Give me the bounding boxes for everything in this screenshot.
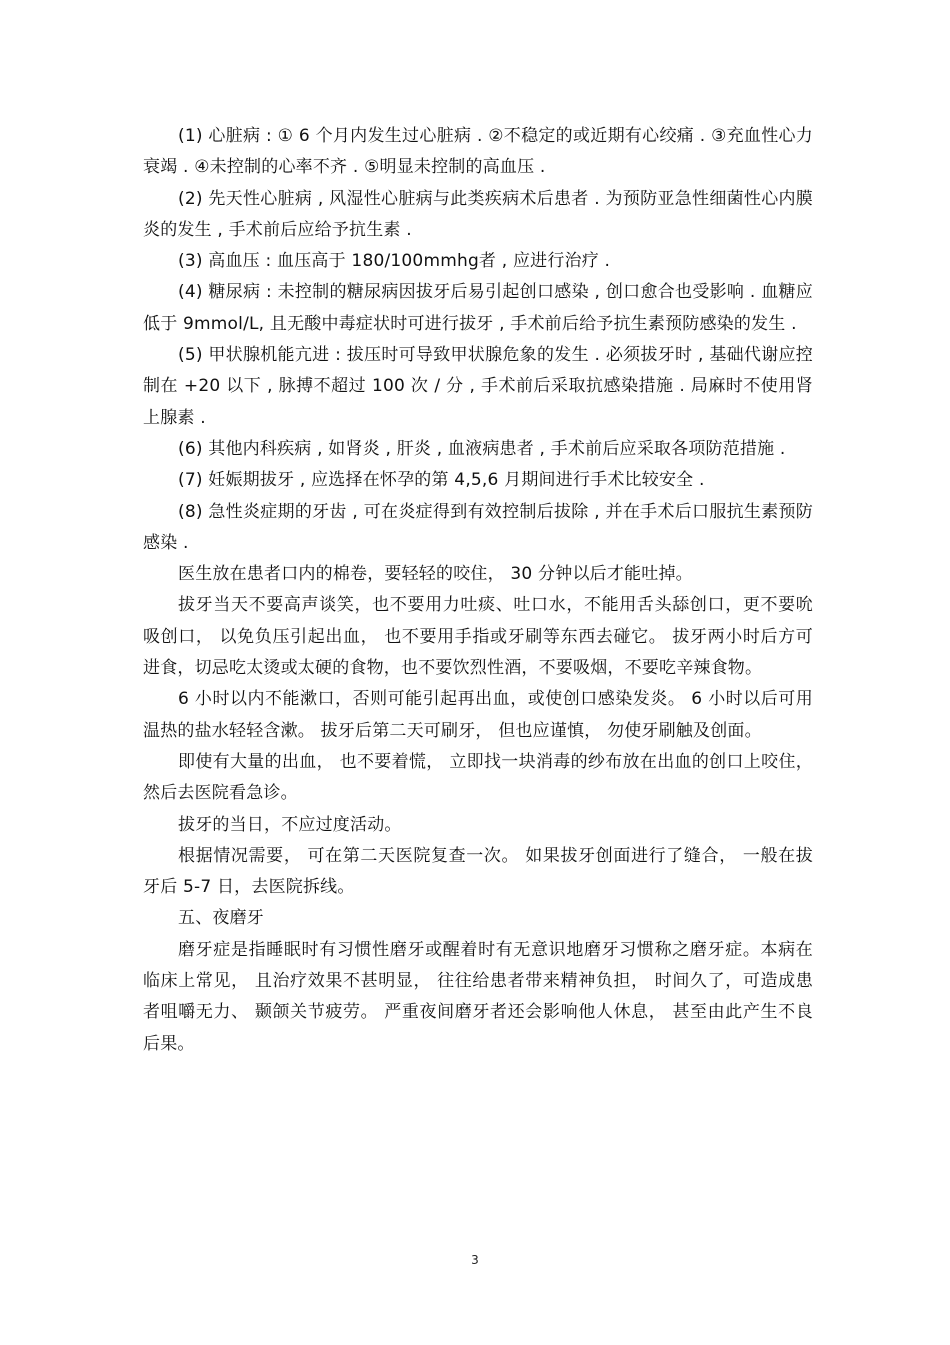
paragraph-other-diseases: (6) 其他内科疾病 , 如肾炎 , 肝炎 , 血液病患者 , 手术前后应采取各项防范措施 . <box>178 438 786 459</box>
page-number: 3 <box>471 1253 479 1267</box>
document-body <box>143 121 813 1060</box>
paragraph-hyperthyroidism: (5) 甲状腺机能亢进 : 拔压时可导致甲状腺危象的发生 . 必须拔牙时 , 基础代谢应控制在 +20 以下 , 脉搏不超过 100 次 / 分 , 手术前后采取抗感染措施 . 局麻时不使用肾上腺素 . <box>143 345 813 428</box>
paragraph-follow-up: 根据情况需要， 可在第二天医院复查一次。 如果拔牙创面进行了缝合， 一般在拔牙后 5-7 日，去医院拆线。 <box>143 845 813 898</box>
paragraph-bruxism: 磨牙症是指睡眠时有习惯性磨牙或醒着时有无意识地磨牙习惯称之磨牙症。本病在临床上常见， 且治疗效果不甚明显， 往往给患者带来精神负担， 时间久了，可造成患者咀嚼无力、 颞颌关节疲劳。 严重夜间磨牙者还会影响他人休息， 甚至由此产生不良后果。 <box>143 939 813 1054</box>
paragraph-hypertension: (3) 高血压 : 血压高于 180/100mmhg者 , 应进行治疗 . <box>178 251 611 272</box>
section-heading-bruxism: 五、夜磨牙 <box>178 908 264 929</box>
paragraph-bleeding: 即使有大量的出血， 也不要着慌， 立即找一块消毒的纱布放在出血的创口上咬住，然后去医院看急诊。 <box>143 751 813 804</box>
paragraph-cotton-roll: 医生放在患者口内的棉卷，要轻轻的咬住， 30 分钟以后才能吐掉。 <box>178 564 693 585</box>
paragraph-acute-inflammation: (8) 急性炎症期的牙齿 , 可在炎症得到有效控制后拔除 , 并在手术后口服抗生素预防感染 . <box>143 501 813 553</box>
paragraph-pregnancy: (7) 妊娠期拔牙 , 应选择在怀孕的第 4,5,6 月期间进行手术比较安全 . <box>178 470 705 491</box>
paragraph-rinsing: 6 小时以内不能漱口，否则可能引起再出血，或使创口感染发炎。 6 小时以后可用温热的盐水轻轻含漱。 拔牙后第二天可刷牙， 但也应谨慎， 勿使牙刷触及创面。 <box>143 689 813 741</box>
paragraph-extraction-day-care: 拔牙当天不要高声谈笑，也不要用力吐痰、吐口水，不能用舌头舔创口，更不要吮吸创口， 以免负压引起出血， 也不要用手指或牙刷等东西去碰它。 拔牙两小时后方可进食，切忌吃太烫或太硬的食物，也不要饮烈性酒，不要吸烟，不要吃辛辣食物。 <box>143 595 813 679</box>
paragraph-diabetes: (4) 糖尿病 : 未控制的糖尿病因拔牙后易引起创口感染 , 创口愈合也受影响 . 血糖应低于 9mmol/L, 且无酸中毒症状时可进行拔牙 , 手术前后给予抗生素预防感染的发生 . <box>143 282 813 334</box>
paragraph-congenital-heart-disease: (2) 先天性心脏病 , 风湿性心脏病与此类疾病术后患者 . 为预防亚急性细菌性心内膜炎的发生 , 手术前后应给予抗生素 . <box>143 188 813 240</box>
paragraph-heart-disease: (1) 心脏病 : ① 6 个月内发生过心脏病 . ②不稳定的或近期有心绞痛 . ③充血性心力衰竭 . ④未控制的心率不齐 . ⑤明显未控制的高血压 . <box>143 126 813 178</box>
paragraph-activity: 拔牙的当日，不应过度活动。 <box>178 814 402 835</box>
